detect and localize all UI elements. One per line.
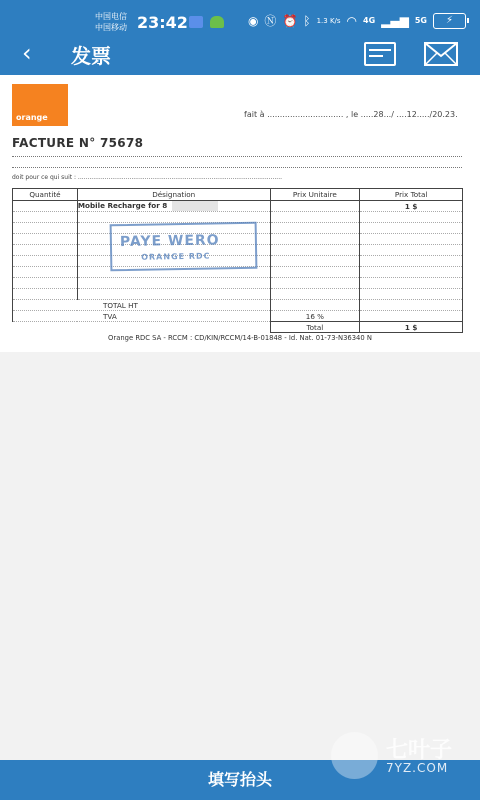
grand-total: 1 $ — [360, 322, 463, 333]
paid-stamp — [110, 222, 258, 272]
tva-value-cell — [360, 311, 463, 322]
site-watermark — [327, 725, 467, 787]
tva-row — [13, 311, 463, 322]
back-arrow-icon[interactable]: ‹ — [22, 39, 32, 67]
status-time: 23:42 — [137, 13, 188, 32]
top-app-bar — [0, 0, 480, 75]
invoice-card-icon[interactable] — [364, 42, 396, 66]
total-ht-value-cell — [360, 300, 463, 311]
bluetooth-icon: ᛒ — [303, 13, 311, 28]
carrier-2: 中国移动 — [95, 23, 127, 32]
app-notification-icon — [189, 16, 203, 28]
battery-icon: ⚡ — [433, 13, 466, 29]
tva-label: TVA — [13, 311, 271, 322]
total-spacer — [13, 322, 271, 333]
line-item-description: Mobile Recharge for 8 — [77, 201, 168, 210]
debtor-line: doit pour ce qui suit : ........................................................................................................... — [12, 174, 283, 181]
total-label: Total — [270, 322, 360, 333]
stamp-line-1: PAYE WERO — [119, 232, 220, 251]
column-total-price: Prix Total — [360, 189, 463, 201]
status-icons — [248, 12, 466, 29]
orange-logo — [12, 84, 68, 126]
table-row — [13, 278, 463, 289]
carrier-1: 中国电信 — [95, 12, 127, 21]
quantity-cell — [13, 201, 78, 212]
table-row — [13, 201, 463, 212]
total-ht-row — [13, 300, 463, 311]
nfc-icon: Ⓝ — [264, 14, 277, 28]
column-designation: Désignation — [77, 189, 270, 201]
dotted-line — [12, 167, 462, 168]
column-quantity: Quantité — [13, 189, 78, 201]
invoice-number-value: 75678 — [100, 136, 144, 150]
eye-icon: ◉ — [247, 13, 259, 28]
total-ht-unit-cell — [270, 300, 360, 311]
dotted-line — [12, 156, 462, 157]
table-row — [13, 212, 463, 223]
fill-header-label: 填写抬头 — [207, 770, 272, 789]
total-row — [13, 322, 463, 333]
android-notification-icon — [210, 16, 224, 28]
table-row — [13, 289, 463, 300]
network-speed: 1.3 K/s — [316, 16, 341, 25]
invoice-document — [0, 75, 480, 352]
designation-cell — [77, 201, 270, 212]
page-title: 发票 — [71, 44, 111, 68]
invoice-number — [12, 136, 143, 150]
network-type-1: 4G — [363, 16, 376, 25]
total-ht-label: TOTAL HT — [13, 300, 271, 311]
wifi-icon: ◠ — [346, 13, 358, 28]
unit-price-cell — [270, 201, 360, 212]
signal-icon: ▂▄▆ — [381, 13, 409, 28]
status-bar — [0, 0, 480, 36]
redacted-number — [172, 201, 218, 211]
alarm-icon: ⏰ — [282, 13, 298, 28]
orange-logo-text: orange — [16, 113, 48, 122]
stamp-line-2: ORANGE RDC — [141, 251, 211, 262]
network-type-2: 5G — [414, 16, 427, 25]
tva-rate: 16 % — [270, 311, 360, 322]
column-unit-price: Prix Unitaire — [270, 189, 360, 201]
watermark-domain: 7YZ.COM — [386, 761, 449, 775]
line-total-cell: 1 $ — [360, 201, 463, 212]
mail-icon[interactable] — [424, 42, 458, 66]
carrier-names — [95, 11, 127, 33]
leaf-logo-icon — [331, 732, 378, 779]
invoice-number-label: FACTURE N° — [12, 136, 96, 150]
invoice-table-header — [13, 189, 463, 201]
invoice-place-date: fait à .............................. , le .....28.../ ....12...../20.23. — [244, 110, 458, 119]
watermark-brand: 七叶子 — [386, 738, 453, 763]
company-registration-note: Orange RDC SA - RCCM : CD/KIN/RCCM/14-B-01848 - Id. Nat. 01-73-N36340 N — [108, 334, 372, 342]
